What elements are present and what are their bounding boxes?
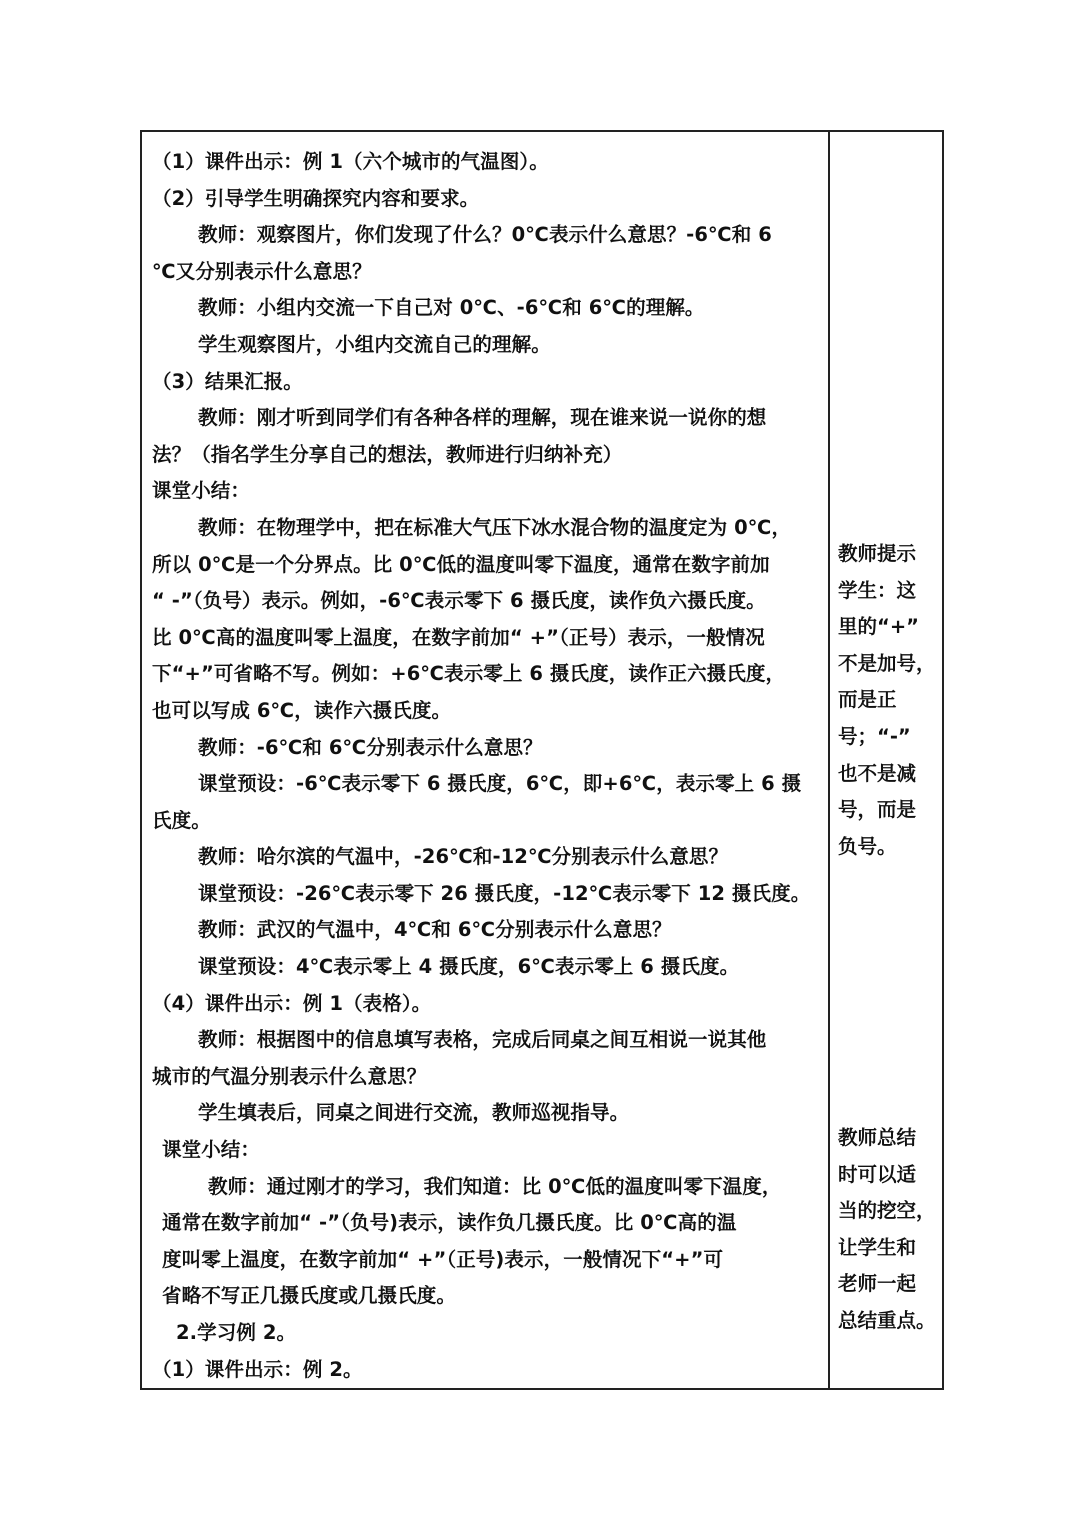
teaching-notes-cell (829, 131, 943, 1389)
content-line: 教师：哈尔滨的气温中，-26℃和-12℃分别表示什么意思？ (198, 845, 729, 869)
note-line: 而是正 (838, 688, 897, 712)
content-line: 省略不写正几摄氏度或几摄氏度。 (162, 1284, 457, 1308)
content-line: （1）课件出示：例 1（六个城市的气温图）。 (152, 150, 549, 173)
content-line: ℃又分别表示什么意思？ (152, 259, 372, 283)
lesson-plan-table (140, 130, 944, 1390)
note-line: 也不是减 (838, 761, 917, 785)
content-line: （3）结果汇报。 (152, 369, 303, 393)
section-heading: 课堂小结： (162, 1138, 261, 1162)
content-line: 比 0℃高的温度叫零上温度，在数字前加“ +”（正号）表示，一般情况 (152, 625, 765, 649)
content-line: 学生填表后，同桌之间进行交流，教师巡视指导。 (198, 1101, 630, 1125)
content-line: 也可以写成 6℃，读作六摄氏度。 (152, 698, 452, 722)
content-line: 教师：在物理学中，把在标准大气压下冰水混合物的温度定为 0℃， (198, 515, 792, 539)
note-line: 里的“+” (838, 615, 919, 639)
note-line: 学生：这 (838, 578, 917, 602)
content-line: 度叫零上温度，在数字前加“ +”（正号)表示，一般情况下“+”可 (162, 1247, 724, 1271)
content-line: 氏度。 (152, 808, 211, 832)
note-line: 负号。 (838, 834, 897, 858)
note-line: 不是加号， (838, 651, 936, 675)
content-line: 2.学习例 2。 (176, 1321, 297, 1344)
content-line: （4）课件出示：例 1（表格）。 (152, 991, 432, 1015)
content-line: 通常在数字前加“ -”（负号)表示，读作负几摄氏度。比 0℃高的温 (162, 1211, 737, 1235)
lesson-content-cell (141, 131, 829, 1389)
content-line: 法？（指名学生分享自己的想法，教师进行归纳补充） (152, 442, 623, 466)
content-line: 教师：武汉的气温中，4℃和 6℃分别表示什么意思？ (198, 918, 672, 942)
content-line: 教师：刚才听到同学们有各种各样的理解，现在谁来说一说你的想 (198, 406, 767, 430)
content-line: 教师：小组内交流一下自己对 0℃、-6℃和 6℃的理解。 (198, 296, 705, 320)
note-line: 当的挖空， (838, 1199, 936, 1223)
content-line: 所以 0℃是一个分界点。比 0℃低的温度叫零下温度，通常在数字前加 (152, 552, 770, 576)
content-line: 城市的气温分别表示什么意思？ (152, 1064, 427, 1088)
content-line: 课堂预设：4℃表示零上 4 摄氏度，6℃表示零上 6 摄氏度。 (198, 955, 740, 979)
content-line: （1）课件出示：例 2。 (152, 1357, 363, 1381)
content-line: 下“+”可省略不写。例如：+6℃表示零上 6 摄氏度，读作正六摄氏度， (152, 662, 786, 686)
note-line: 教师总结 (838, 1126, 917, 1149)
note-line: 教师提示 (838, 542, 917, 565)
teacher-summary-note (838, 1120, 936, 1340)
note-line: 让学生和 (838, 1235, 917, 1259)
note-line: 号；“-” (838, 724, 911, 748)
note-line: 时可以适 (838, 1162, 917, 1186)
content-line: 课堂预设：-6℃表示零下 6 摄氏度，6℃，即+6℃，表示零上 6 摄 (198, 772, 802, 796)
note-line: 老师一起 (838, 1272, 917, 1296)
content-line: 学生观察图片，小组内交流自己的理解。 (198, 332, 551, 356)
teacher-hint-note (838, 536, 936, 865)
content-line: 课堂预设：-26℃表示零下 26 摄氏度，-12℃表示零下 12 摄氏度。 (198, 881, 811, 905)
content-line: 教师：根据图中的信息填写表格，完成后同桌之间互相说一说其他 (198, 1028, 767, 1052)
content-line: 教师：通过刚才的学习，我们知道：比 0℃低的温度叫零下温度， (208, 1174, 782, 1198)
content-line: 教师：-6℃和 6℃分别表示什么意思？ (198, 735, 543, 759)
content-line: （2）引导学生明确探究内容和要求。 (152, 186, 480, 210)
content-line: “ -”（负号）表示。例如，-6℃表示零下 6 摄氏度，读作负六摄氏度。 (152, 589, 766, 613)
section-heading: 课堂小结： (152, 479, 251, 503)
note-line: 号，而是 (838, 798, 917, 822)
note-line: 总结重点。 (838, 1308, 936, 1332)
content-line: 教师：观察图片，你们发现了什么？0℃表示什么意思？-6℃和 6 (198, 223, 772, 247)
